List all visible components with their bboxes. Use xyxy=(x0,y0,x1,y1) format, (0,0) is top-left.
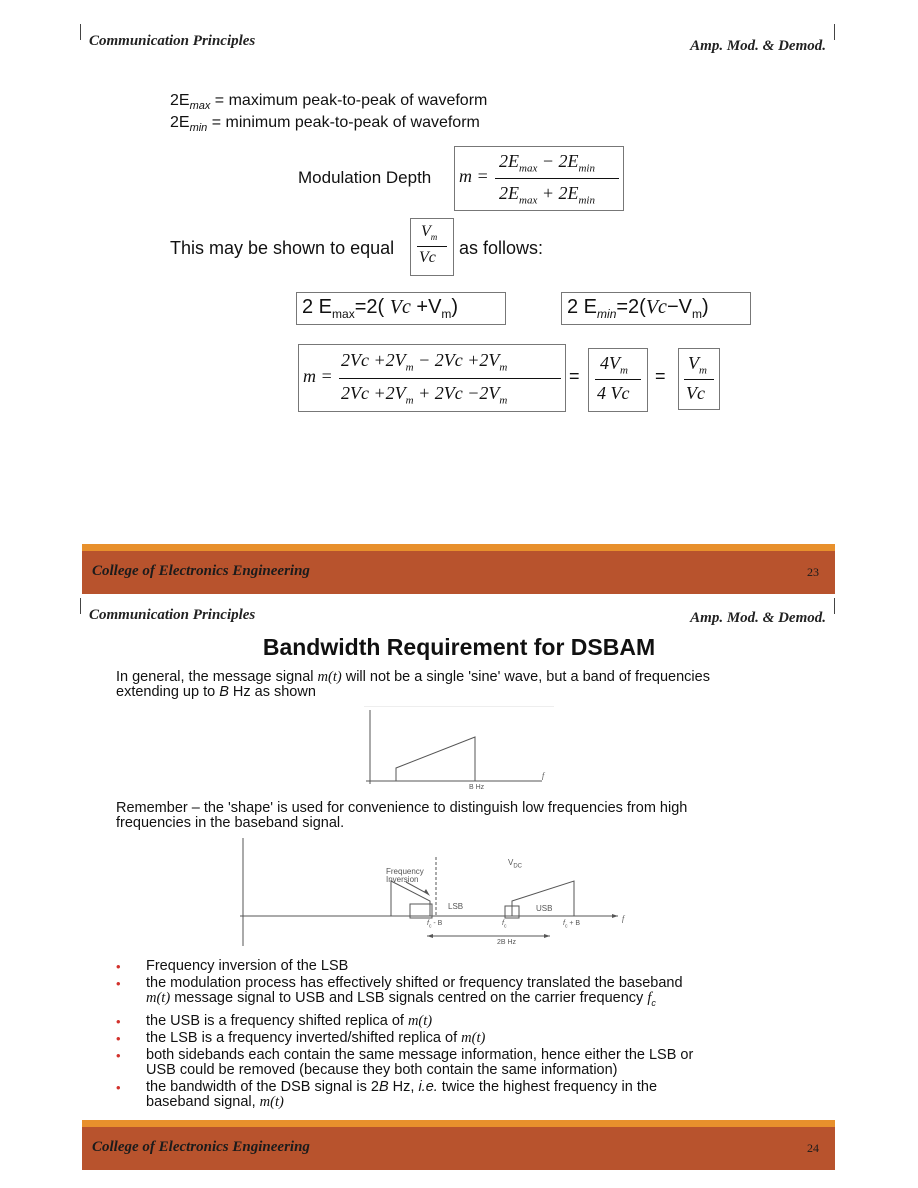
header-right: Amp. Mod. & Demod. xyxy=(690,38,826,54)
mod-depth-formula-box xyxy=(454,146,624,211)
header-tick-left xyxy=(80,24,81,40)
definition-min xyxy=(170,114,480,134)
bullet-item: • the modulation process has effectively shifted or frequency translated the baseband m(t) message signal to USB and LSB signals centred on the carrier frequency $f_c$ xyxy=(116,975,683,1008)
header-left: Communication Principles xyxy=(89,33,256,49)
big-m: m = xyxy=(303,366,333,386)
four-vm-num: $4V_m$ xyxy=(600,353,628,377)
fig2-fc-plus-b-label: $f_c + B$ xyxy=(563,920,581,930)
page1-page-number: 23 xyxy=(807,565,819,579)
fig2-fc-label: $f_c$ xyxy=(502,920,507,930)
as-follows-text: as follows: xyxy=(459,238,544,258)
fig2-f-label: f xyxy=(622,914,625,923)
definition-max xyxy=(170,92,487,112)
intro-paragraph: In general, the message signal m(t) will not be a single 'sine' wave, but a band of frequencies extending up to B Hz as shown xyxy=(116,669,710,700)
bullet-item: • the LSB is a frequency inverted/shifted replica of m(t) xyxy=(116,1029,486,1046)
mod-fraction-bar xyxy=(495,178,619,179)
fig2-lsb-label: LSB xyxy=(448,902,464,911)
equals-1: = xyxy=(569,366,580,386)
fig2-usb-label: USB xyxy=(536,904,553,913)
emax-formula: 2 $E_{max}=2$( $Vc +V_m$) xyxy=(302,296,459,321)
header2-left: Communication Principles xyxy=(89,607,256,623)
def-max-symbol: 2E xyxy=(170,92,190,109)
four-vm-bar xyxy=(595,379,641,380)
def-max-sub: max xyxy=(189,100,211,113)
big-numerator: $2Vc +2V_m - 2Vc +2V_m$ xyxy=(341,350,508,374)
remember-paragraph: Remember – the 'shape' is used for convenience to distinguish low frequencies from high frequencies in the baseband signal. xyxy=(116,800,688,831)
page2-page-number: 24 xyxy=(807,1141,819,1155)
def-min-text: = minimum peak-to-peak of waveform xyxy=(207,114,480,131)
fig1-bhz-label: B Hz xyxy=(469,784,485,791)
big-denominator: $2Vc +2V_m + 2Vc -2V_m$ xyxy=(341,383,508,407)
page2-footer xyxy=(82,1120,835,1170)
fig2-fc-minus-b-label: $f_c$ - B xyxy=(427,920,443,930)
vm-num: $V_m$ xyxy=(421,223,438,243)
mod-m: m = xyxy=(459,166,489,186)
emin-formula: 2 $E_{min}=2(Vc-V_m)$ xyxy=(567,296,709,321)
mod-numerator: $2E_{max} - 2E_{min}$ xyxy=(499,151,595,175)
header-tick-right xyxy=(834,24,835,40)
vm-bar xyxy=(417,246,447,247)
fig2-2bhz-label: 2B Hz xyxy=(497,939,517,946)
vm-final-bar xyxy=(684,379,714,380)
def-max-text: = maximum peak-to-peak of waveform xyxy=(210,92,488,109)
dsb-spectrum-figure xyxy=(240,834,630,950)
emin-formula-box xyxy=(561,292,751,325)
vc-final-den: Vc xyxy=(686,383,705,403)
mod-depth-label: Modulation Depth xyxy=(298,168,432,187)
header2-tick-left xyxy=(80,598,81,614)
bullet-item: • Frequency inversion of the LSB xyxy=(116,958,349,974)
page-title: Bandwidth Requirement for DSBAM xyxy=(262,634,656,660)
shown-equal-text: This may be shown to equal xyxy=(170,238,395,258)
header2-right: Amp. Mod. & Demod. xyxy=(690,610,826,626)
bullet-list xyxy=(116,959,816,1112)
bullet-item: • the USB is a frequency shifted replica of m(t) xyxy=(116,1012,433,1029)
fig2-frequency-inversion-label: Frequency Inversion xyxy=(386,867,424,884)
four-vm-box xyxy=(588,348,648,412)
equals-2: = xyxy=(655,366,666,386)
def-min-sub: min xyxy=(189,122,208,135)
vc-den: Vc xyxy=(419,249,436,266)
page1-footer xyxy=(82,544,835,594)
emax-formula-box xyxy=(296,292,506,325)
header2-tick-right xyxy=(834,598,835,614)
fig1-f-label: f xyxy=(542,771,545,780)
big-fraction-bar xyxy=(339,378,561,379)
big-m-formula-box xyxy=(298,344,566,412)
vm-final-num: $V_m$ xyxy=(688,353,707,377)
bullet-item: • both sidebands each contain the same message information, hence either the LSB or USB could be removed (because they both contain the same information) xyxy=(116,1046,694,1078)
page2-footer-text: College of Electronics Engineering xyxy=(92,1139,310,1155)
mod-denominator: $2E_{max} + 2E_{min}$ xyxy=(499,183,595,207)
baseband-spectrum-figure xyxy=(364,706,554,798)
vm-vc-final-box xyxy=(678,348,720,410)
fig2-vdc-label: $V_{DC}$ xyxy=(508,858,523,870)
bullet-item: • the bandwidth of the DSB signal is 2B Hz, i.e. twice the highest frequency in the baseband signal, m(t) xyxy=(116,1078,658,1110)
def-min-symbol: 2E xyxy=(170,114,190,131)
four-vc-den: 4 Vc xyxy=(597,383,630,403)
vm-vc-box xyxy=(410,218,454,276)
page1-footer-text: College of Electronics Engineering xyxy=(92,563,310,579)
